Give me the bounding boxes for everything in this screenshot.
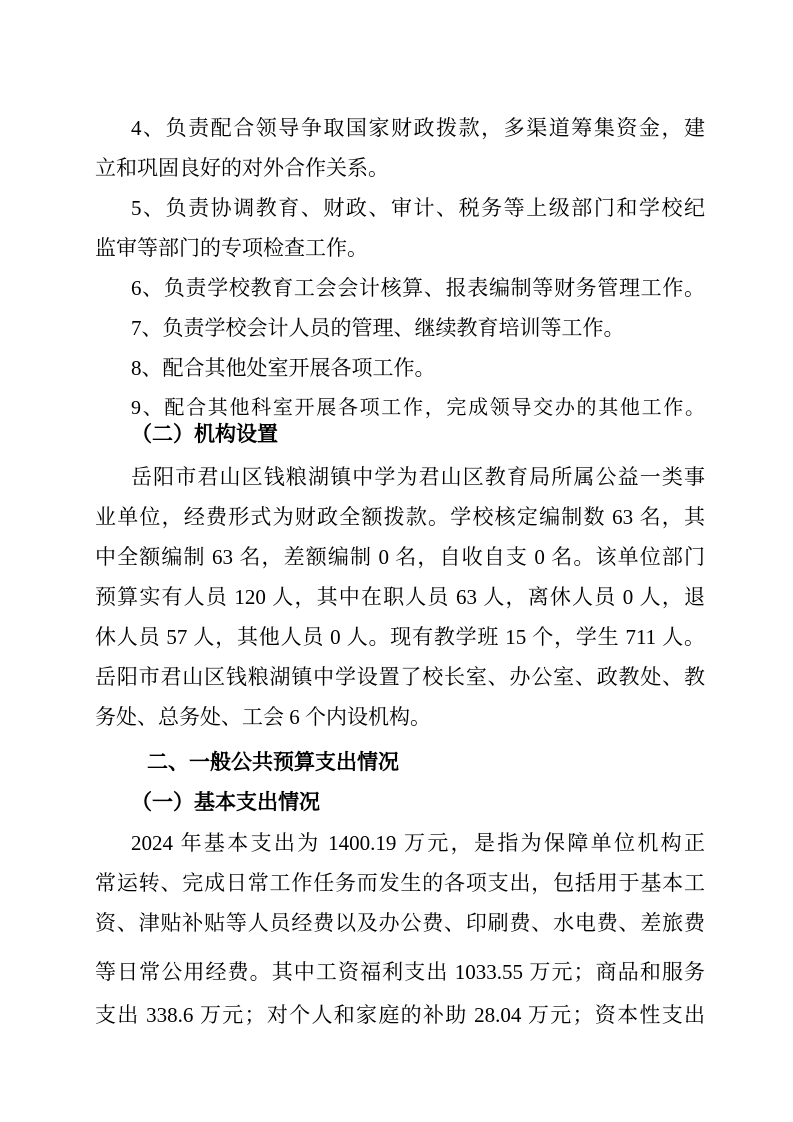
document-line: 预算实有人员 120 人，其中在职人员 63 人，离休人员 0 人，退 [95, 585, 705, 609]
document-line: 监审等部门的专项检查工作。 [95, 236, 368, 260]
document-line: 5、负责协调教育、财政、审计、税务等上级部门和学校纪 [131, 196, 705, 220]
document-line: 7、负责学校会计人员的管理、继续教育培训等工作。 [131, 316, 625, 340]
document-line: 等日常公用经费。其中工资福利支出 1033.55 万元；商品和服务 [95, 960, 705, 984]
document-line: 6、负责学校教育工会会计核算、报表编制等财务管理工作。 [131, 276, 705, 300]
document-line: 务处、总务处、工会 6 个内设机构。 [95, 705, 431, 729]
document-line: 岳阳市君山区钱粮湖镇中学设置了校长室、办公室、政教处、教 [95, 665, 705, 689]
section-heading: （二）机构设置 [131, 423, 278, 446]
document-line: 4、负责配合领导争取国家财政拨款，多渠道筹集资金，建 [131, 116, 705, 140]
document-line: 中全额编制 63 名，差额编制 0 名，自收自支 0 名。该单位部门 [95, 545, 705, 569]
document-line: 支出 338.6 万元；对个人和家庭的补助 28.04 万元；资本性支出 [95, 1003, 705, 1027]
document-line: 9、配合其他科室开展各项工作，完成领导交办的其他工作。 [131, 397, 705, 419]
document-line: 立和巩固良好的对外合作关系。 [95, 156, 389, 180]
document-line: 岳阳市君山区钱粮湖镇中学为君山区教育局所属公益一类事 [131, 465, 705, 489]
document-line: 资、津贴补贴等人员经费以及办公费、印刷费、水电费、差旅费 [95, 911, 705, 935]
document-content [95, 108, 705, 1035]
document-line: 2024 年基本支出为 1400.19 万元，是指为保障单位机构正 [131, 831, 705, 855]
section-heading: 二、一般公共预算支出情况 [147, 751, 399, 774]
document-line: 8、配合其他处室开展各项工作。 [131, 356, 436, 380]
document-line: 业单位，经费形式为财政全额拨款。学校核定编制数 63 名，其 [95, 505, 705, 529]
document-line: 常运转、完成日常工作任务而发生的各项支出，包括用于基本工 [95, 871, 705, 895]
section-heading: （一）基本支出情况 [131, 791, 320, 814]
document-line: 休人员 57 人，其他人员 0 人。现有教学班 15 个，学生 711 人。 [95, 625, 705, 649]
